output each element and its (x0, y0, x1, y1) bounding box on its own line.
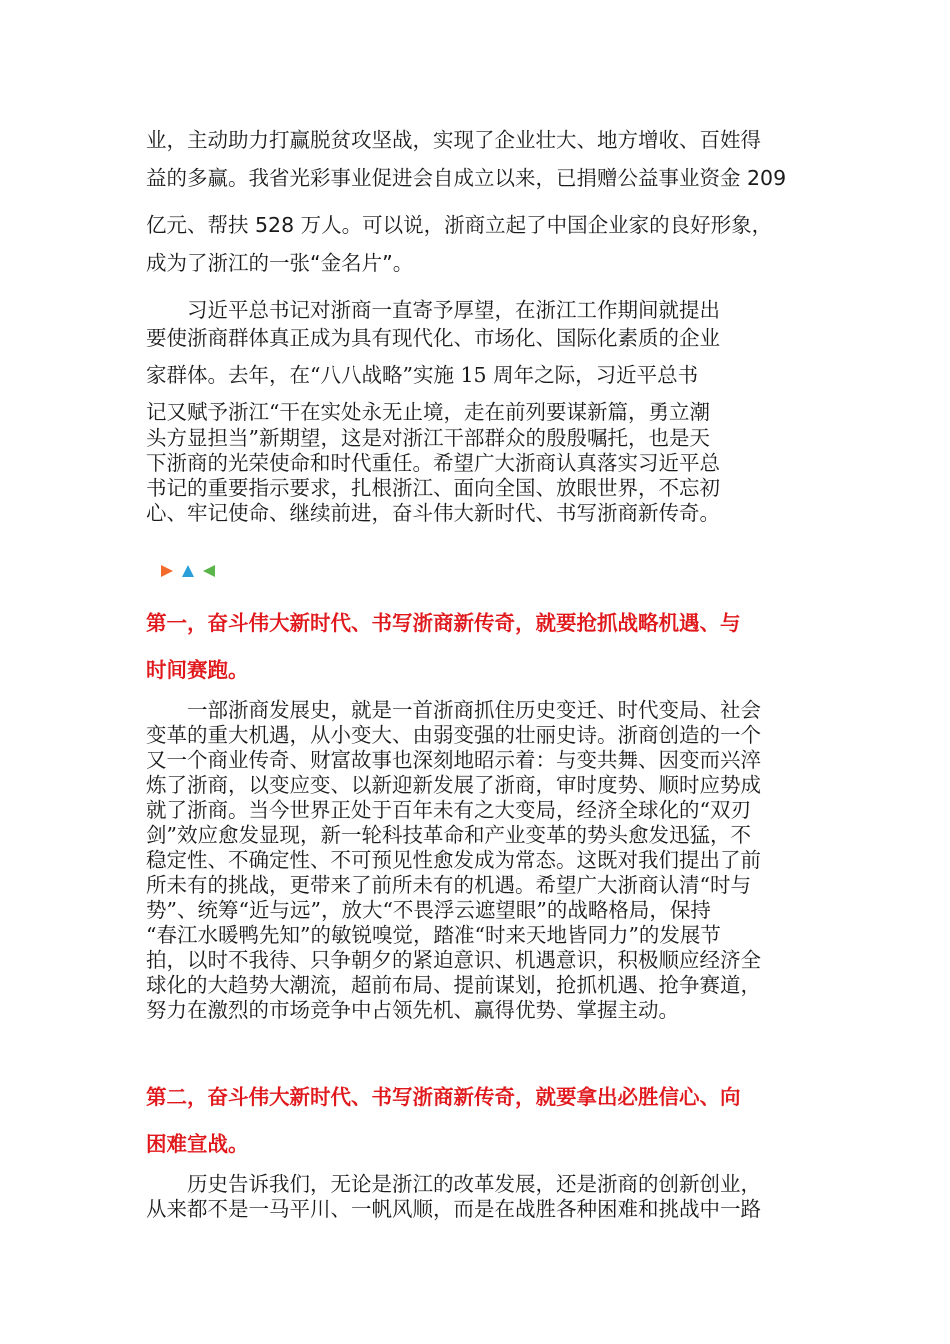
paragraph-2-line-7: 书记的重要指示要求，扎根浙江、面向全国、放眼世界，不忘初 (146, 476, 720, 500)
paragraph-1-line-1: 业，主动助力打赢脱贫攻坚战，实现了企业壮大、地方增收、百姓得 (146, 128, 761, 152)
section-2-heading-line-1: 第二，奋斗伟大新时代、书写浙商新传奇，就要拿出必胜信心、向 (146, 1085, 741, 1109)
section-2-heading-line-2: 困难宣战。 (146, 1132, 249, 1156)
paragraph-2-line-6: 下浙商的光荣使命和时代重任。希望广大浙商认真落实习近平总 (146, 451, 720, 475)
section-1-heading-line-1: 第一，奋斗伟大新时代、书写浙商新传奇，就要抢抓战略机遇、与 (146, 611, 741, 635)
section-1-body-line-5: 就了浙商。当今世界正处于百年未有之大变局，经济全球化的“双刃 (146, 798, 751, 822)
section-1-heading-line-2: 时间赛跑。 (146, 658, 249, 682)
section-1-body-line-6: 剑”效应愈发显现，新一轮科技革命和产业变革的势头愈发迅猛，不 (146, 823, 751, 847)
section-1-body-line-2: 变革的重大机遇，从小变大、由弱变强的壮丽史诗。浙商创造的一个 (146, 723, 761, 747)
section-1-body-line-10: “春江水暖鸭先知”的敏锐嗅觉，踏准“时来天地皆同力”的发展节 (146, 923, 721, 947)
paragraph-2-line-4: 记又赋予浙江“干在实处永无止境，走在前列要谋新篇，勇立潮 (146, 400, 710, 424)
section-1-body-line-13: 努力在激烈的市场竞争中占领先机、赢得优势、掌握主动。 (146, 998, 679, 1022)
paragraph-1-line-2: 益的多赢。我省光彩事业促进会自成立以来，已捐赠公益事业资金 209 (146, 166, 787, 190)
paragraph-2-line-1: 习近平总书记对浙商一直寄予厚望，在浙江工作期间就提出 (146, 298, 720, 322)
decorative-triangles (158, 562, 220, 580)
paragraph-1-line-4: 成为了浙江的一张“金名片”。 (146, 251, 414, 275)
paragraph-2-line-2: 要使浙商群体真正成为具有现代化、市场化、国际化素质的企业 (146, 326, 720, 350)
green-left-triangle-icon (203, 565, 215, 577)
blue-up-triangle-icon (182, 565, 194, 577)
section-1-body-line-11: 拍，以时不我待、只争朝夕的紧迫意识、机遇意识，积极顺应经济全 (146, 948, 761, 972)
section-1-body-line-4: 炼了浙商，以变应变、以新迎新发展了浙商，审时度势、顺时应势成 (146, 773, 761, 797)
orange-right-triangle-icon (161, 565, 173, 577)
section-1-body-line-3: 又一个商业传奇、财富故事也深刻地昭示着：与变共舞、因变而兴淬 (146, 748, 761, 772)
section-1-body-line-1: 一部浙商发展史，就是一首浙商抓住历史变迁、时代变局、社会 (146, 698, 761, 722)
paragraph-2-line-5: 头方显担当”新期望，这是对浙江干部群众的殷殷嘱托，也是天 (146, 426, 710, 450)
section-1-body-line-12: 球化的大趋势大潮流，超前布局、提前谋划，抢抓机遇、抢争赛道， (146, 973, 761, 997)
section-1-body-line-9: 势”、统筹“近与远”，放大“不畏浮云遮望眼”的战略格局，保持 (146, 898, 711, 922)
paragraph-2-line-3: 家群体。去年，在“八八战略”实施 15 周年之际，习近平总书 (146, 363, 699, 387)
section-2-body-line-1: 历史告诉我们，无论是浙江的改革发展，还是浙商的创新创业， (146, 1172, 761, 1196)
paragraph-1-line-3: 亿元、帮扶 528 万人。可以说，浙商立起了中国企业家的良好形象， (146, 213, 773, 237)
section-1-body-line-8: 所未有的挑战，更带来了前所未有的机遇。希望广大浙商认清“时与 (146, 873, 751, 897)
section-1-body-line-7: 稳定性、不确定性、不可预见性愈发成为常态。这既对我们提出了前 (146, 848, 761, 872)
paragraph-2-line-8: 心、牢记使命、继续前进，奋斗伟大新时代、书写浙商新传奇。 (146, 501, 720, 525)
section-2-body-line-2: 从来都不是一马平川、一帆风顺，而是在战胜各种困难和挑战中一路 (146, 1197, 761, 1221)
